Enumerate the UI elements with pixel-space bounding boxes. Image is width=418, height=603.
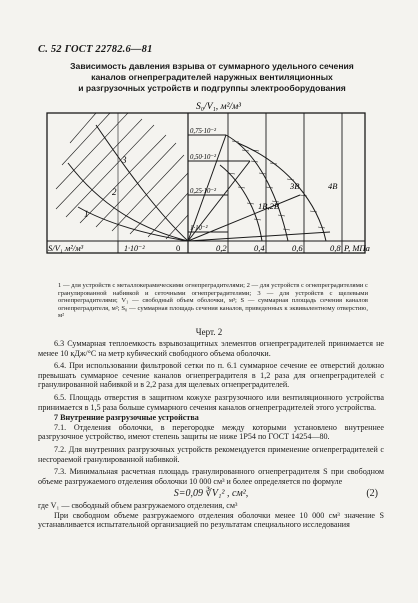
paragraph: При свободном объеме разгружаемого отделения оболочки менее 10 000 см³ значение S устанавливается испытательной организацией по результатам специального исследования (38, 510, 384, 530)
page-header: С. 52 ГОСТ 22782.6—81 (38, 44, 153, 55)
top-axis-label: S₀/V₁, м²/м³ (196, 102, 242, 112)
curve-label: 3 (122, 155, 127, 165)
group-label: 3В (290, 181, 300, 191)
paragraph: 6.4. При использовании фильтровой сетки по п. 6.1 суммарное сечение ее отверстий должно превышать суммарное сечение каналов огнепреградителя в 1,2 раза для огнепреградителей с гранулированной набивкой и в 2,2 раза для щелевых огнепреградителей. (38, 361, 384, 390)
section-heading: 7 Внутренние разгрузочные устройства (54, 413, 199, 423)
paragraph: 7.3. Минимальная расчетная площадь гранулированного огнепреградителя S при свободном объеме разгружаемого отделения оболочки 10 000 см³ и более определяется по формуле (38, 467, 384, 486)
group-label: 4В (328, 181, 338, 191)
left-tick: 1·10⁻² (124, 244, 145, 253)
right-axis-label: P, МПа (344, 243, 370, 253)
surface-curves (56, 125, 188, 241)
formula-number: (2) (366, 488, 378, 500)
level-label: 0,25·10⁻² (190, 188, 217, 195)
level-label: 0,75·10⁻² (190, 128, 217, 135)
formula-expression: S=0,09 ∛V₁² , см², (173, 488, 249, 500)
nomogram (0, 95, 418, 280)
level-label: 0,50·10⁻² (190, 154, 217, 161)
paragraph: где V₁ — свободный объем разгружаемого отделения, см³ (38, 500, 238, 510)
paragraph: 7.1. Отделения оболочки, в перегородке между которыми установлено внутреннее разгрузочное устройство, имеют степень защиты не ниже 1Р54 по ГОСТ 14254—80. (38, 422, 384, 442)
body-text (38, 339, 384, 530)
bottom-tick: 0,4 (254, 243, 265, 253)
figure-title (44, 61, 380, 93)
bottom-tick: 0,6 (292, 243, 303, 253)
paragraph: 6.3 Суммарная теплоемкость взрывозащитных элементов огнепреградителей принимается не менее 10 кДж/°С на метр кубический свободного объема оболочки. (38, 339, 384, 358)
formula (38, 489, 384, 499)
curve-label: 1 (84, 209, 89, 219)
paragraph: 6.5. Площадь отверстия в защитном кожухе разгрузочного или вентиляционного устройства принимается в 1,5 раза больше суммарного сечения каналов огнепреградителей этого устройства. (38, 392, 384, 412)
left-axis-label: S/V₁ м²/м³ (48, 243, 84, 253)
curve-label: 2 (112, 187, 117, 197)
figure-title-line: каналов огнепреградителей наружных вентиляционных (91, 71, 333, 82)
left-tick: 0 (176, 243, 181, 253)
figure-title-line: Зависимость давления взрыва от суммарного удельного сечения (70, 61, 354, 71)
group-label: 1В,2В (258, 201, 280, 211)
bottom-tick: 0,2 (216, 243, 227, 253)
level-lines (188, 135, 250, 232)
bottom-tick: 0,8 (330, 243, 341, 253)
level-label: 1·10⁻² (190, 225, 208, 232)
paragraph: 7.2. Для внутренних разгрузочных устройств рекомендуется применение огнепреградителей с несгораемой гранулированной набивкой. (38, 444, 384, 464)
figure-label: Черт. 2 (195, 327, 223, 337)
figure-title-line: и разгрузочных устройств и подгруппы электрооборудования (78, 82, 346, 93)
curve-hatching (228, 141, 325, 230)
figure-caption: 1 — для устройств с металлокерамическими огнепреградителями; 2 — для устройств с огнепреградителями с гранулированной набивкой и сеточными огнепреградителями; 3 — для устройств с щелевыми огнепреградителями; V₁ — свободный объем оболочки, м³; S — суммарная площадь сечения каналов огнепреградителя, м²; S₀ — суммарная площадь сечения каналов, приведенных к эквивалентному отверстию, м² (58, 282, 368, 320)
